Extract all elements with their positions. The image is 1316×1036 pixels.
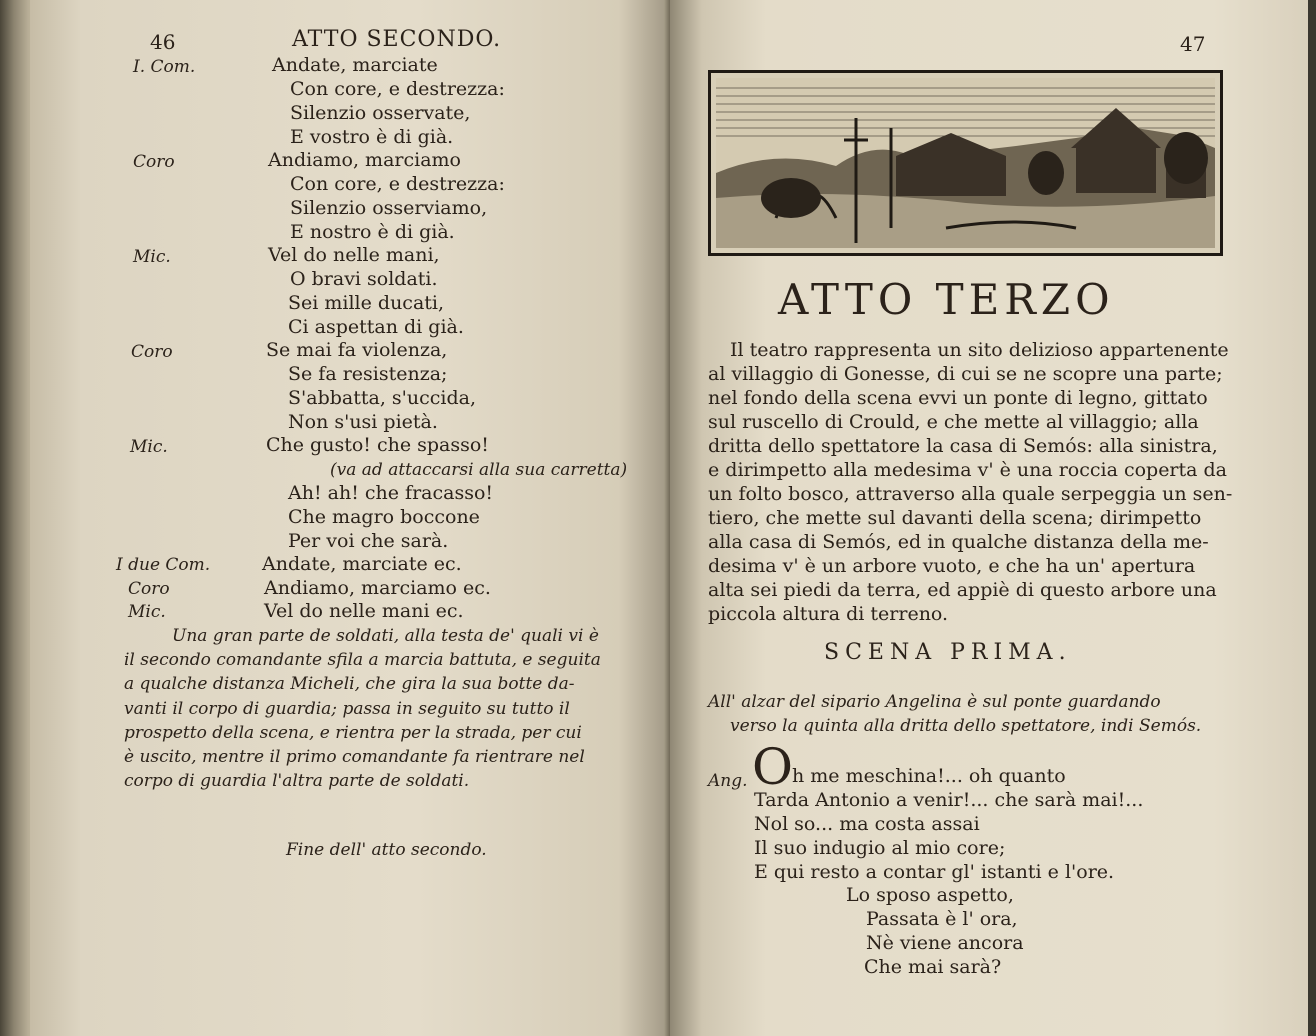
speaker-label: I. Com. — [133, 57, 196, 77]
description-line: alla casa di Semós, ed in qualche distanza della me- — [708, 531, 1209, 553]
book-edge-right — [1308, 0, 1316, 1036]
verse-line: Lo sposo aspetto, — [846, 884, 1014, 906]
verse-line: S'abbatta, s'uccida, — [288, 387, 476, 409]
verse-line: Nol so... ma costa assai — [754, 813, 980, 835]
page-number-right: 47 — [1180, 32, 1206, 56]
verse-line: Non s'usi pietà. — [288, 411, 438, 433]
verse-line: E nostro è di già. — [290, 221, 455, 243]
description-line: Il teatro rappresenta un sito delizioso appartenente — [730, 339, 1229, 361]
verse-line: Ci aspettan di già. — [288, 316, 464, 338]
speaker-label: I due Com. — [116, 555, 211, 575]
landscape-engraving — [716, 78, 1215, 248]
verse-line: Andiamo, marciamo — [268, 149, 461, 171]
speaker-label: Coro — [128, 579, 170, 599]
verse-line: Ah! ah! che fracasso! — [288, 482, 494, 504]
stage-direction-line: il secondo comandante sfila a marcia battuta, e seguita — [124, 650, 601, 670]
description-line: tiero, che mette sul davanti della scena; dirimpetto — [708, 507, 1202, 529]
act-closing: Fine dell' atto secondo. — [286, 840, 487, 860]
stage-direction-line: corpo di guardia l'altra parte de soldati. — [124, 771, 470, 791]
stage-aside: (va ad attaccarsi alla sua carretta) — [330, 460, 628, 480]
description-line: nel fondo della scena evvi un ponte di legno, gittato — [708, 387, 1208, 409]
verse-line: Passata è l' ora, — [866, 908, 1018, 930]
description-line: dritta dello spettatore la casa di Semós: alla sinistra, — [708, 435, 1218, 457]
stage-direction-line: a qualche distanza Micheli, che gira la sua botte da- — [124, 674, 575, 694]
verse-line: Andiamo, marciamo ec. — [264, 577, 491, 599]
description-line: un folto bosco, attraverso alla quale serpeggia un sen- — [708, 483, 1233, 505]
verse-line: Che gusto! che spasso! — [266, 434, 489, 456]
speaker-label: Coro — [131, 342, 173, 362]
stage-direction-line: Una gran parte de soldati, alla testa de' quali vi è — [172, 626, 599, 646]
page-number-left: 46 — [150, 30, 176, 54]
description-line: sul ruscello di Crould, e che mette al villaggio; alla — [708, 411, 1199, 433]
verse-line: Vel do nelle mani ec. — [264, 600, 464, 622]
description-line: alta sei piedi da terra, ed appiè di questo arbore una — [708, 579, 1217, 601]
description-line: al villaggio di Gonesse, di cui se ne scopre una parte; — [708, 363, 1223, 385]
woodcut-illustration — [708, 70, 1223, 256]
verse-line: Il suo indugio al mio core; — [754, 837, 1006, 859]
description-line: e dirimpetto alla medesima v' è una roccia coperta da — [708, 459, 1228, 481]
verse-line: Con core, e destrezza: — [290, 78, 505, 100]
verse-line: Che magro boccone — [288, 506, 480, 528]
description-line: desima v' è un arbore vuoto, e che ha un' apertura — [708, 555, 1196, 577]
verse-line: Andate, marciate — [272, 54, 438, 76]
verse-line: Andate, marciate ec. — [262, 553, 462, 575]
verse-line: h me meschina!... oh quanto — [792, 765, 1066, 787]
verse-line: Sei mille ducati, — [288, 292, 445, 314]
speaker-label: Mic. — [130, 437, 168, 457]
stage-direction-line: prospetto della scena, e rientra per la strada, per cui — [124, 723, 582, 743]
scene-heading: SCENA PRIMA. — [824, 640, 1072, 665]
scene-direction-line: verso la quinta alla dritta dello spettatore, indi Semós. — [730, 716, 1202, 736]
speaker-label: Ang. — [708, 771, 748, 791]
verse-line: E vostro è di già. — [290, 126, 454, 148]
speaker-label: Coro — [133, 152, 175, 172]
verse-line: Silenzio osserviamo, — [290, 197, 488, 219]
verse-line: Che mai sarà? — [864, 956, 1002, 978]
speaker-label: Mic. — [128, 602, 166, 622]
verse-line: Silenzio osservate, — [290, 102, 471, 124]
verse-line: Per voi che sarà. — [288, 530, 449, 552]
stage-direction-line: vanti il corpo di guardia; passa in seguito su tutto il — [124, 699, 570, 719]
verse-line: O bravi soldati. — [290, 268, 438, 290]
verse-line: Se fa resistenza; — [288, 363, 448, 385]
verse-line: Con core, e destrezza: — [290, 173, 505, 195]
stage-direction-line: è uscito, mentre il primo comandante fa rientrare nel — [124, 747, 585, 767]
verse-line: E qui resto a contar gl' istanti e l'ore. — [754, 861, 1115, 883]
verse-line: Tarda Antonio a venir!... che sarà mai!... — [754, 789, 1144, 811]
running-head: ATTO SECONDO. — [292, 27, 502, 52]
act-title: ATTO TERZO — [778, 275, 1115, 324]
scene-direction-line: All' alzar del sipario Angelina è sul ponte guardando — [708, 692, 1161, 712]
verse-line: Se mai fa violenza, — [266, 339, 448, 361]
verse-line: Vel do nelle mani, — [268, 244, 440, 266]
speaker-label: Mic. — [133, 247, 171, 267]
description-line: piccola altura di terreno. — [708, 603, 949, 625]
drop-initial: O — [752, 738, 793, 796]
verse-line: Nè viene ancora — [866, 932, 1024, 954]
